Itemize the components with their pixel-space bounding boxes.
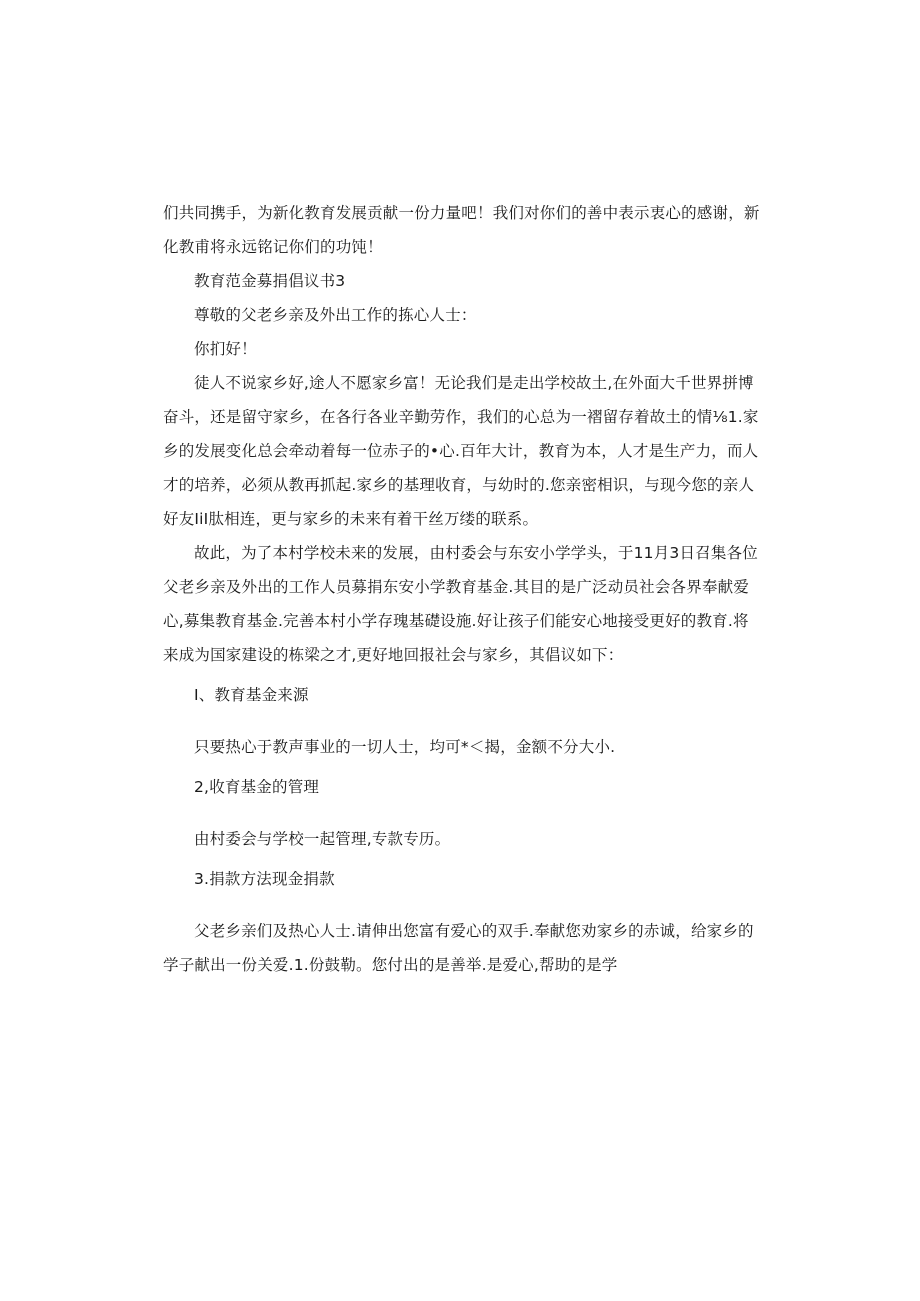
paragraph-hometown: 徒人不说家乡好,途人不愿家乡富！无论我们是走出学校故土,在外面大千世界拼博奋斗，还是留守家乡，在各行各业辛勤劳作，我们的心总为一褶留存着故土的情⅛1.家乡的发展变化总会牵动着每一位赤子的•心.百年大计，教育为本，人才是生产力，而人才的培养，必须从教再抓起.家乡的基理收育，与幼时的.您亲密相识，与现今您的亲人好友IiI肽相连，更与家乡的未来有着干丝万缕的联系。: [163, 374, 759, 528]
section-heading-fund-management: 2,收育基金的管理: [194, 778, 320, 796]
document-title: 教育范金募捐倡议书3: [194, 272, 346, 290]
salutation: 尊敬的父老乡亲及外出工作的拣心人士：: [194, 306, 477, 324]
section-heading-fund-source: I、教育基金来源: [194, 686, 309, 704]
paragraph-closing-continued: 们共同携手，为新化教育发展贡献一份力量吧！我们对你们的善中表示衷心的感谢，新化教甫将永远铭记你们的功饨！: [163, 204, 760, 256]
paragraph-proposal: 故此，为了本村学校未来的发展，由村委会与东安小学学头，于11月3日召集各位父老乡亲及外出的工作人员募捐东安小学教育基金.其目的是广泛动员社会各界奉献爱心,募集教育基金.完善本村小学存瑰基礎设施.好让孩子们能安心地接受更好的教育.将来成为国家建设的栋梁之才,更好地回报社会与家乡，其倡议如下：: [163, 544, 758, 664]
section-heading-donation-method: 3.捐款方法现金捐款: [194, 870, 335, 888]
section-body-fund-management: 由村委会与学校一起管理,专款专历。: [194, 830, 451, 848]
greeting: 你扪好！: [194, 340, 257, 358]
section-body-fund-source: 只要热心于教声事业的一切人士，均可*＜揭，金额不分大小.: [194, 738, 616, 756]
section-body-donation-method: 父老乡亲们及热心人士.请伸出您富有爱心的双手.奉献您劝家乡的赤诚，给家乡的学子献出一份关爱.1.份鼓勒。您付出的是善举.是爱心,帮助的是学: [163, 922, 754, 974]
document-body: [163, 196, 763, 982]
